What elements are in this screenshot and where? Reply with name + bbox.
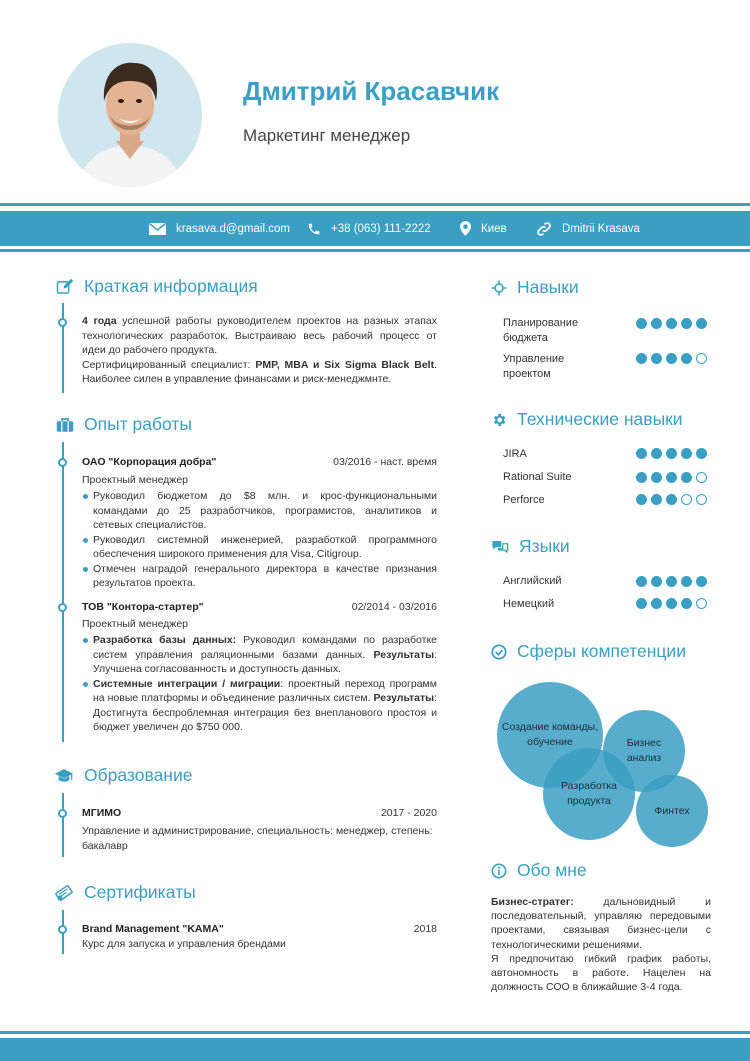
envelope-icon [149, 223, 166, 235]
competency-bubble: Создание команды, обучение [497, 682, 603, 788]
bullet-text: : Достигнута беспроблемная интеграция без внепланового простоя и бюджет увеличен до $750 000. [93, 692, 437, 733]
list-item: Руководил системной инженерией, разработкой программного обеспечения широкого применения для Visa, Citigroup. [82, 533, 437, 562]
language-rating [636, 576, 707, 587]
certificate-details: Курс для запуска и управления брендами [82, 938, 286, 950]
bullet-text: Руководил командами по разработке систем управления раляционными базами данных. [93, 634, 437, 661]
summary-certs: PMP, MBA и Six Sigma Black Belt [255, 358, 435, 371]
job-dates: 03/2016 - наст. время [333, 456, 437, 468]
rating-dot-filled [636, 598, 647, 609]
section-languages-header [491, 536, 570, 557]
education-dates: 2017 - 2020 [380, 807, 437, 819]
section-title: Технические навыки [517, 409, 683, 429]
bullet-heading: Разработка базы данных: [93, 634, 237, 646]
rating-dot-filled [666, 353, 677, 364]
skill-rating [636, 472, 707, 483]
section-education-header [54, 765, 192, 786]
phone-icon [307, 222, 321, 236]
rating-dot-filled [636, 494, 647, 505]
chat-bubbles-icon [491, 539, 509, 554]
rating-dot-filled [666, 576, 677, 587]
timeline-dot [58, 458, 67, 467]
graduation-cap-icon [54, 768, 74, 784]
city-text: Киев [481, 222, 507, 235]
rating-dot-empty [696, 598, 707, 609]
language-rating [636, 598, 707, 609]
divider-top [0, 203, 750, 206]
footer-divider [0, 1031, 750, 1034]
job-bullets [82, 489, 437, 591]
section-competencies-header [491, 641, 686, 662]
timeline-dot [58, 925, 67, 934]
avatar [58, 43, 202, 187]
rating-dot-filled [666, 472, 677, 483]
list-item: Руководил бюджетом до $8 млн. и крос-функциональными командами до 25 разработчиков, програмистов, аналитиков и сетевых специалистов. [82, 489, 437, 533]
rating-dot-filled [696, 318, 707, 329]
contact-city [460, 211, 507, 246]
about-text-2: Я предпочитаю гибкий график работы, автономность в работе. Нацелен на должность СОО в ближайшие 3-4 года. [491, 952, 711, 994]
section-title: Обо мне [517, 860, 587, 880]
section-title: Сертификаты [84, 882, 196, 902]
language-label: Немецкий [503, 598, 555, 610]
section-title: Краткая информация [84, 276, 258, 296]
contact-bar [0, 211, 750, 246]
certificate-name: Brand Management "KAMA" [82, 923, 224, 935]
skill-rating [636, 353, 707, 364]
profile-photo [58, 43, 202, 187]
briefcase-icon [56, 417, 74, 433]
rating-dot-filled [651, 353, 662, 364]
rating-dot-filled [651, 472, 662, 483]
full-name: Дмитрий Красавчик [243, 76, 500, 106]
job-company: ОАО "Корпорация добра" [82, 456, 217, 468]
bullet-results-label: Результаты [373, 648, 435, 661]
section-title: Опыт работы [84, 414, 192, 434]
rating-dot-filled [681, 472, 692, 483]
check-circle-icon [491, 644, 507, 660]
rating-dot-filled [681, 576, 692, 587]
rating-dot-filled [651, 576, 662, 587]
about-text-1: дальновидный и последовательный, управляю передовыми проектами, связывая бизнес-цели с технологическими решениями. [491, 896, 711, 951]
competency-bubble: Финтех [636, 775, 708, 847]
skill-label: Управление проектом [503, 353, 565, 380]
phone-text: +38 (063) 111-2222 [331, 222, 431, 235]
social-text: Dmitrii Krasava [562, 222, 640, 235]
rating-dot-filled [651, 448, 662, 459]
rating-dot-filled [696, 448, 707, 459]
skill-label: JIRA [503, 448, 527, 460]
skill-rating [636, 318, 707, 329]
summary-highlight: 4 года [82, 315, 117, 327]
rating-dot-filled [636, 353, 647, 364]
list-item [82, 633, 437, 677]
gear-icon [491, 412, 507, 428]
edit-icon [56, 278, 74, 296]
rating-dot-filled [666, 318, 677, 329]
skill-label: Планирование бюджета [503, 317, 579, 344]
timeline-line [62, 442, 64, 742]
certificate-year: 2018 [413, 923, 437, 935]
rating-dot-empty [696, 353, 707, 364]
about-text [491, 895, 711, 994]
education-school: МГИМО [82, 807, 122, 819]
timeline-line [62, 303, 64, 393]
list-item: Отмечен наградой генерального директора в качестве признания результатов проекта. [82, 562, 437, 591]
info-icon [491, 863, 507, 879]
language-label: Английский [503, 575, 562, 587]
section-skills-header [491, 277, 579, 298]
location-pin-icon [460, 221, 471, 236]
rating-dot-empty [681, 494, 692, 505]
timeline-line [62, 793, 64, 857]
rating-dot-filled [636, 576, 647, 587]
section-title: Языки [519, 536, 570, 556]
section-title: Образование [84, 765, 193, 785]
rating-dot-filled [666, 598, 677, 609]
rating-dot-filled [696, 576, 707, 587]
skill-rating [636, 494, 707, 505]
skill-label: Rational Suite [503, 471, 572, 483]
rating-dot-filled [636, 448, 647, 459]
summary-text-2: Сертифицированный специалист: [82, 358, 256, 371]
job-bullets [82, 633, 437, 735]
rating-dot-filled [636, 472, 647, 483]
job-position: Проектный менеджер [82, 618, 189, 630]
rating-dot-empty [696, 494, 707, 505]
contact-phone[interactable] [307, 211, 431, 246]
bullet-heading: Системные интеграции / миграции [93, 677, 281, 690]
rating-dot-filled [681, 598, 692, 609]
rating-dot-filled [651, 494, 662, 505]
section-certificates-header [54, 882, 196, 903]
crosshair-icon [491, 280, 507, 296]
section-title: Сферы компетенции [517, 641, 686, 661]
certificate-icon [54, 884, 74, 902]
list-item [82, 677, 437, 735]
bullet-text: : проектный переход программ на новые платформы и объединение различных систем. [93, 677, 437, 704]
bullet-text: : Улучшена согласованность и доступность данных. [93, 648, 437, 675]
rating-dot-filled [666, 494, 677, 505]
rating-dot-empty [696, 472, 707, 483]
about-highlight: Бизнес-стратег: [491, 896, 574, 908]
education-details: Управление и администрирование, специальность: менеджер, степень: бакалавр [82, 825, 433, 852]
section-summary-header [56, 276, 258, 297]
rating-dot-filled [651, 598, 662, 609]
competency-bubble: Разработка продукта [543, 748, 635, 840]
email-text: krasava.d@gmail.com [176, 222, 290, 235]
section-tech-skills-header [491, 409, 683, 430]
section-about-header [491, 860, 587, 881]
bullet-results-label: Результаты [373, 692, 435, 704]
skill-rating [636, 448, 707, 459]
footer-bar [0, 1038, 750, 1061]
summary-text-3: . Наиболее силен в управление финансами и риск-менеджмнте. [82, 358, 437, 385]
rating-dot-filled [666, 448, 677, 459]
contact-social[interactable] [536, 211, 640, 246]
contact-email[interactable] [149, 211, 290, 246]
rating-dot-filled [681, 448, 692, 459]
timeline-dot [58, 603, 67, 612]
skill-label: Perforce [503, 494, 545, 506]
job-company: ТОВ "Контора-стартер" [82, 601, 204, 613]
section-title: Навыки [517, 277, 579, 297]
rating-dot-filled [636, 318, 647, 329]
rating-dot-filled [681, 318, 692, 329]
summary-text [82, 314, 437, 387]
summary-text-1: успешной работы руководителем проектов на разных этапах технологических разработок. Выстраиваю весь рабочий процесс от идеи до рабочего продукта. [82, 315, 437, 356]
rating-dot-filled [651, 318, 662, 329]
section-experience-header [56, 414, 192, 435]
divider-bottom [0, 249, 750, 252]
competency-bubble: Бизнес анализ [603, 710, 685, 792]
timeline-dot [58, 809, 67, 818]
job-dates: 02/2014 - 03/2016 [351, 601, 437, 613]
timeline-dot [58, 318, 67, 327]
link-icon [536, 221, 552, 237]
job-position: Проектный менеджер [82, 474, 189, 486]
job-title: Маркетинг менеджер [243, 126, 411, 145]
rating-dot-filled [681, 353, 692, 364]
